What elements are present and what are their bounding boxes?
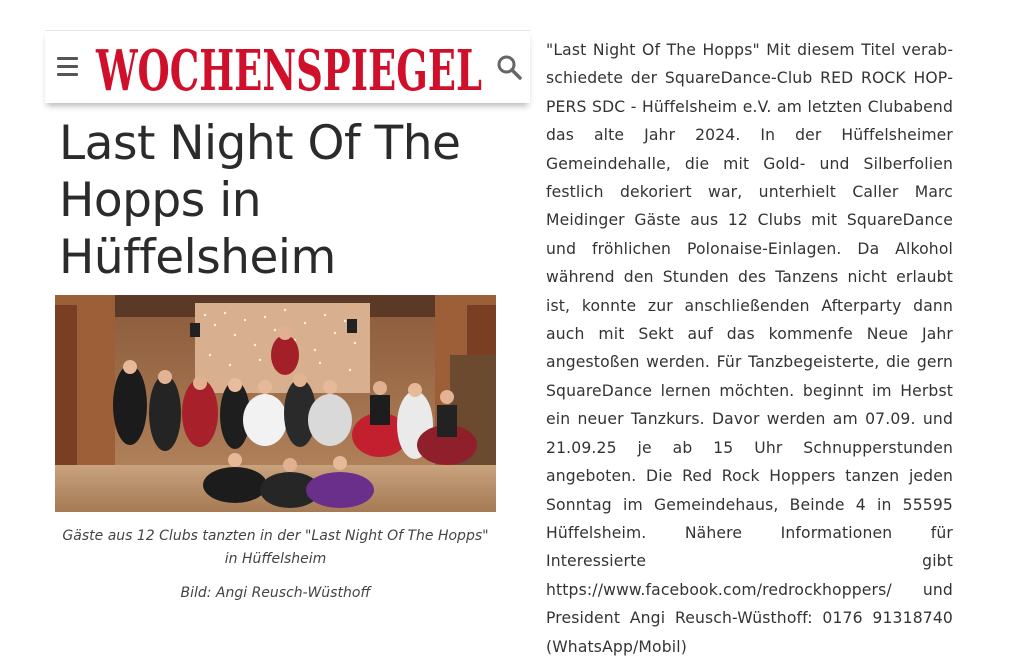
article-column <box>45 30 530 601</box>
site-header <box>45 30 530 103</box>
site-logo[interactable] <box>93 34 485 100</box>
site-logo-text: WOCHENSPIEGEL <box>95 38 483 100</box>
article-body <box>546 36 953 661</box>
hamburger-menu-icon[interactable] <box>57 57 78 77</box>
article-photo[interactable] <box>55 295 496 512</box>
article-headline: Last Night Of The Hopps in Hüffelsheim <box>59 116 461 285</box>
photo-credit: Bild: Angi Reusch-Wüsthoff <box>180 585 371 601</box>
article-paragraph: "Last Night Of The Hopps" Mit diesem Titel verabschiedete der SquareDance-Club RED ROCK HOPPERS SDC - Hüffelsheim e.V. am letzten Clubabend das alte Jahr 2024. In der Hüffelsheimer Gemeindehalle, die mit Gold- und Silberfolien festlich dekoriert war, unterhielt Caller Marc Meidinger Gäste aus 12 Clubs mit SquareDance und fröhlichen Polonaise-Einlagen. Da Alkohol während den Stunden des Tanzens nicht erlaubt ist, konnte zur anschließenden Afterparty dann auch mit Sekt auf das kommenfe Neue Jahr angestoßen werden. Für Tanzbegeisterte, die gern SquareDance lernen möchten. beginnt im Herbst ein neuer Tanzkurs. Davor werden am 07.09. und 21.09.25 je ab 15 Uhr Schnupperstunden angeboten. Die Red Rock Hoppers tanzen jeden Sonntag im Gemeindehaus, Beinde 4 in 55595 Hüffelsheim. Nähere Informationen für Interessierte gibt https://www.facebook.com/redrockhoppers/ und President Angi Reusch-Wüsthoff: 0176 91318740 (WhatsApp/Mobil) <box>546 41 953 656</box>
group-photo-image <box>55 295 496 512</box>
search-icon[interactable] <box>496 54 522 80</box>
photo-caption: Gäste aus 12 Clubs tanzten in der "Last Night Of The Hopps" in Hüffelsheim <box>62 528 489 567</box>
